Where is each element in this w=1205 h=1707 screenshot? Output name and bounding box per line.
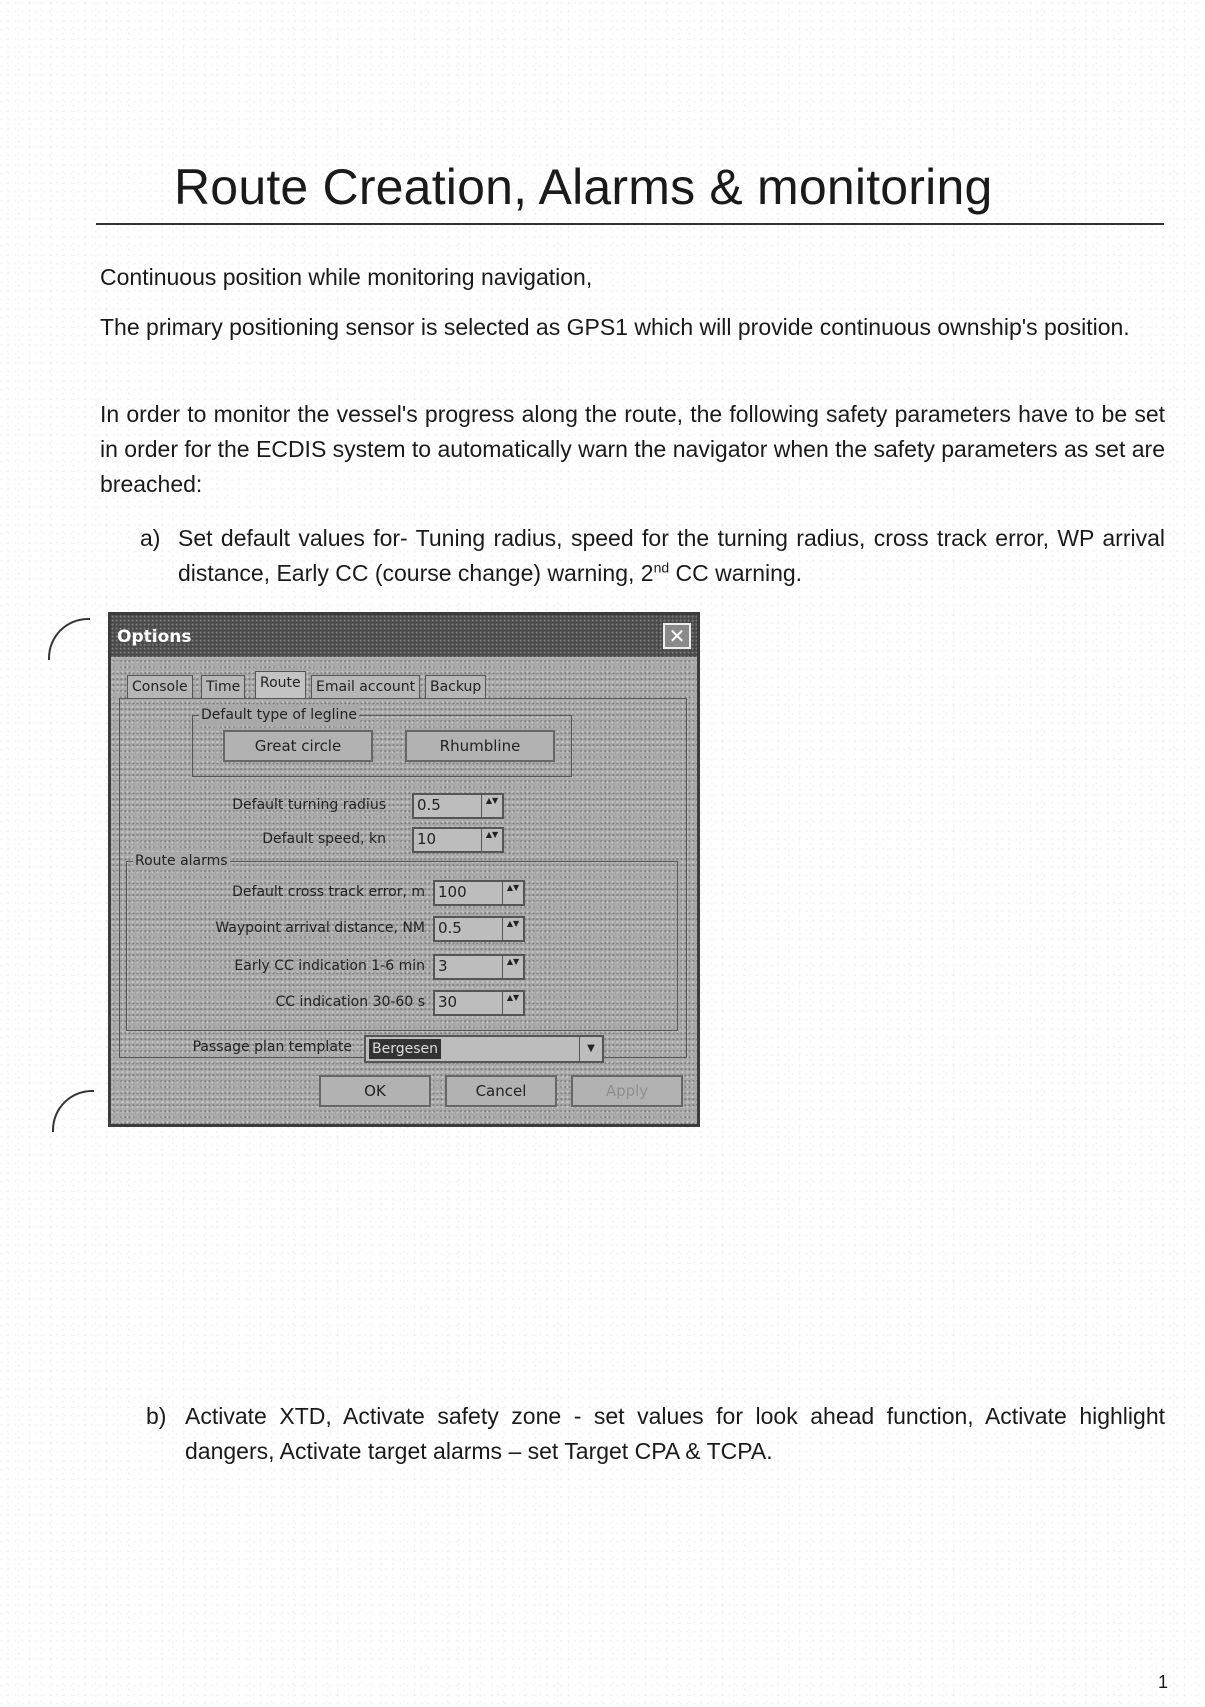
turning-radius-label: Default turning radius (232, 797, 386, 813)
paragraph-safety-parameters: In order to monitor the vessel's progress along the route, the following safety parameters have to be set in order for the ECDIS system to automatically warn the navigator when the safety parameters as set are breached: (100, 401, 1165, 497)
tab-route[interactable]: Route (255, 671, 306, 699)
tab-email-account[interactable]: Email account (311, 675, 420, 698)
spin-arrows-icon[interactable]: ▲▼ (481, 795, 502, 817)
apply-button[interactable]: Apply (571, 1075, 683, 1107)
cross-track-value: 100 (438, 883, 467, 901)
chevron-down-icon[interactable]: ▼ (579, 1037, 602, 1061)
turning-radius-value: 0.5 (417, 796, 441, 814)
list-text-a-main: Set default values for- Tuning radius, speed for the turning radius, cross track error, WP arrival distance, Early CC (course change) warning, 2 (178, 525, 1165, 586)
early-cc-stepper[interactable] (433, 954, 525, 980)
close-icon[interactable]: ✕ (663, 623, 691, 649)
paragraph-continuous-position: Continuous position while monitoring navigation, (100, 264, 593, 290)
spin-arrows-icon[interactable]: ▲▼ (481, 829, 502, 851)
list-text-b: Activate XTD, Activate safety zone - set values for look ahead function, Activate highlight dangers, Activate target alarms – set Target CPA & TCPA. (185, 1403, 1165, 1464)
scan-bracket-top (48, 618, 90, 660)
cancel-button[interactable]: Cancel (445, 1075, 557, 1107)
arrival-distance-label: Waypoint arrival distance, NM (215, 920, 425, 936)
cross-track-stepper[interactable] (433, 880, 525, 906)
ok-button[interactable]: OK (319, 1075, 431, 1107)
passage-plan-select[interactable] (364, 1035, 604, 1063)
route-alarms-group (126, 853, 678, 1031)
cc-indication-stepper[interactable] (433, 990, 525, 1016)
paragraph-primary-sensor: The primary positioning sensor is selected as GPS1 which will provide continuous ownship's position. (100, 314, 1130, 340)
spin-arrows-icon[interactable]: ▲▼ (502, 882, 523, 904)
cc-indication-value: 30 (438, 993, 458, 1011)
list-item-a (140, 521, 1165, 593)
default-speed-value: 10 (417, 830, 437, 848)
default-speed-label: Default speed, kn (262, 831, 386, 847)
early-cc-value: 3 (438, 957, 448, 975)
tab-console[interactable]: Console (127, 675, 193, 698)
route-tab-panel (119, 698, 687, 1058)
spin-arrows-icon[interactable]: ▲▼ (502, 956, 523, 978)
list-text-a (178, 521, 1165, 591)
arrival-distance-stepper[interactable] (433, 916, 525, 942)
page-number: 1 (1158, 1672, 1169, 1692)
cross-track-label: Default cross track error, m (232, 884, 425, 900)
list-item-b (146, 1399, 1165, 1471)
tab-backup[interactable]: Backup (425, 675, 486, 698)
options-dialog (108, 612, 700, 1127)
route-alarms-label: Route alarms (135, 853, 228, 869)
list-text-a-superscript: nd (653, 559, 670, 576)
rhumbline-button[interactable]: Rhumbline (405, 730, 555, 762)
title-underline (96, 223, 1164, 225)
dialog-titlebar (111, 615, 697, 657)
list-marker-a: a) (140, 525, 161, 551)
dialog-title: Options (117, 627, 192, 647)
passage-plan-value: Bergesen (369, 1039, 441, 1059)
great-circle-button[interactable]: Great circle (223, 730, 373, 762)
arrival-distance-value: 0.5 (438, 919, 462, 937)
default-speed-stepper[interactable] (412, 827, 504, 853)
legline-type-label: Default type of legline (201, 707, 357, 723)
list-marker-b: b) (146, 1403, 167, 1429)
list-text-a-end: CC warning. (669, 560, 803, 586)
page-title: Route Creation, Alarms & monitoring (174, 159, 993, 215)
cc-indication-label: CC indication 30-60 s (275, 994, 425, 1010)
passage-plan-label: Passage plan template (192, 1039, 352, 1055)
tab-time[interactable]: Time (201, 675, 245, 698)
spin-arrows-icon[interactable]: ▲▼ (502, 918, 523, 940)
turning-radius-stepper[interactable] (412, 793, 504, 819)
scan-bracket-bottom (52, 1090, 94, 1132)
legline-type-group (192, 707, 572, 777)
early-cc-label: Early CC indication 1-6 min (234, 958, 425, 974)
spin-arrows-icon[interactable]: ▲▼ (502, 992, 523, 1014)
